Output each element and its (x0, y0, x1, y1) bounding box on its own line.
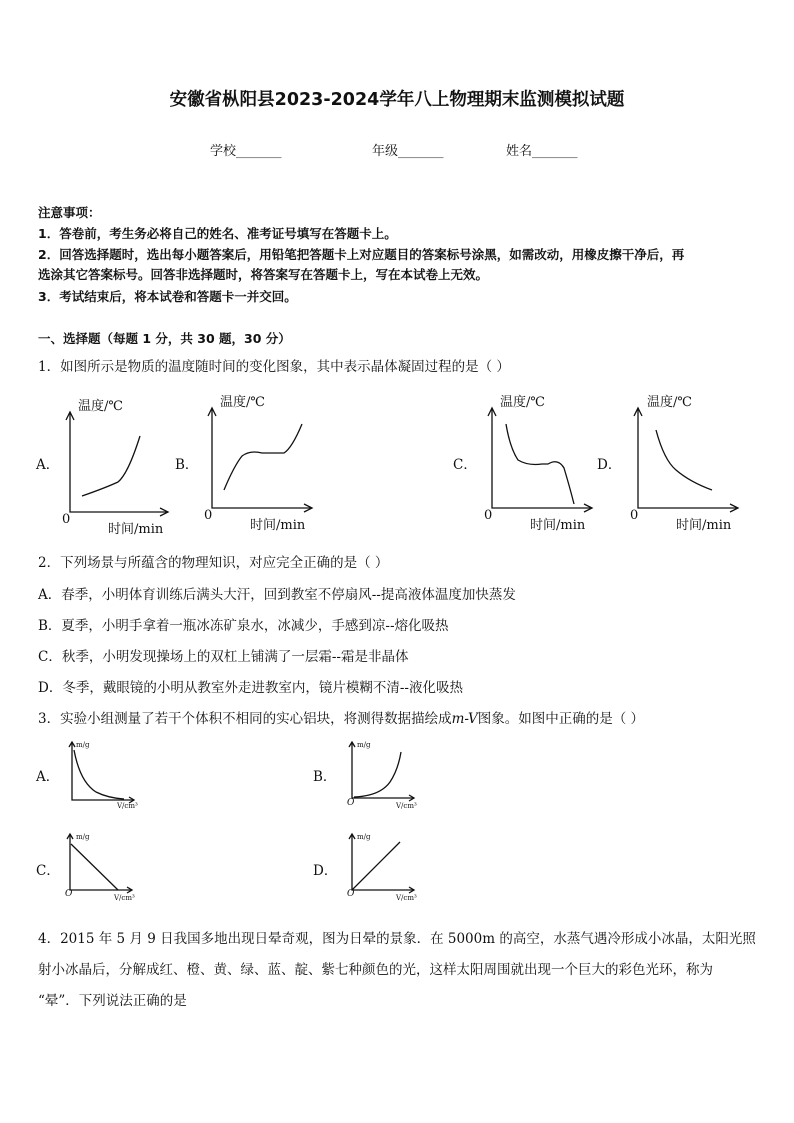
question-2-option-a: A．春季，小明体育训练后满头大汗，回到教室不停扇风--提高液体温度加快蒸发 (38, 587, 516, 603)
q3-option-a-label: A． (36, 769, 60, 785)
q1-c-curve (506, 424, 574, 504)
q1-b-origin: 0 (204, 508, 213, 523)
q1-d-origin: 0 (630, 508, 639, 523)
question-4-line-1: 4．2015 年 5 月 9 日我国多地出现日晕奇观，图为日晕的景象．在 5000m 的高空，水蒸气遇冷形成小冰晶，太阳光照 (38, 931, 756, 947)
question-4-line-3: “晕”．下列说法正确的是 (38, 993, 187, 1009)
q1-d-x-label: 时间/min (676, 518, 732, 533)
q1-a-x-label: 时间/min (108, 522, 164, 537)
q1-a-origin: 0 (62, 512, 71, 527)
q3-option-c-label: C． (36, 863, 60, 879)
q3-b-curve (354, 752, 401, 797)
question-4-line-2: 射小冰晶后，分解成红、橙、黄、绿、蓝、靛、紫七种颜色的光，这样太阳周围就出现一个巨大的彩色光环，称为 (38, 962, 713, 978)
q1-option-d-label: D． (597, 457, 622, 473)
q1-option-b-label: B． (175, 457, 199, 473)
q1-a-axes (70, 412, 168, 512)
question-2-option-c: C．秋季，小明发现操场上的双杠上铺满了一层霜--霜是非晶体 (38, 649, 409, 665)
q3-c-x-label: V/cm³ (114, 894, 135, 902)
q3-option-d-label: D． (313, 863, 338, 879)
q1-d-curve (656, 430, 712, 490)
q3-d-line (352, 842, 400, 890)
q3-c-origin: O (65, 889, 73, 899)
note-item-2-line-2: 选涂其它答案标号。回答非选择题时，将答案写在答题卡上，写在本试卷上无效。 (38, 267, 489, 282)
section-heading: 一、选择题（每题 1 分，共 30 题，30 分） (38, 331, 291, 346)
q3-b-graph (346, 742, 416, 802)
question-2-option-d: D．冬季，戴眼镜的小明从教室外走进教室内，镜片模糊不清--液化吸热 (38, 680, 463, 696)
q1-c-origin: 0 (484, 508, 493, 523)
q3-stem-before: 3．实验小组测量了若干个体积不相同的实心铝块，将测得数据描绘成 (38, 711, 452, 727)
q3-a-y-label: m/g (76, 741, 90, 749)
q1-c-axes (492, 408, 592, 508)
q1-d-graph (628, 408, 740, 513)
q3-option-b-label: B． (313, 769, 337, 785)
q1-a-graph (60, 412, 170, 517)
note-item-1: 1．答卷前，考生务必将自己的姓名、准考证号填写在答题卡上。 (38, 226, 397, 241)
q3-a-curve (74, 750, 124, 799)
q1-b-y-label: 温度/℃ (220, 395, 265, 410)
q1-c-x-label: 时间/min (530, 518, 586, 533)
question-1-stem: 1．如图所示是物质的温度随时间的变化图象，其中表示晶体凝固过程的是（ ） (38, 359, 510, 375)
q1-b-graph (202, 408, 314, 513)
q3-a-graph (66, 742, 136, 802)
q1-c-y-label: 温度/℃ (500, 395, 545, 410)
q3-a-axes (72, 742, 134, 800)
notes-heading: 注意事项： (38, 205, 101, 220)
question-3-stem (38, 707, 644, 727)
q1-d-axes (638, 408, 738, 508)
page-title: 安徽省枞阳县2023-2024学年八上物理期末监测模拟试题 (169, 90, 625, 110)
q1-d-y-label: 温度/℃ (647, 395, 692, 410)
q3-d-y-label: m/g (357, 833, 371, 841)
q3-stem-mv: m-V (451, 711, 478, 727)
q3-d-x-label: V/cm³ (396, 894, 417, 902)
q1-b-x-label: 时间/min (250, 518, 306, 533)
q1-b-axes (212, 408, 312, 508)
q3-c-axes (70, 834, 132, 890)
q3-c-graph (64, 834, 134, 894)
q1-a-y-label: 温度/℃ (78, 399, 123, 414)
question-2-option-b: B．夏季，小明手拿着一瓶冰冻矿泉水，冰减少，手感到凉--熔化吸热 (38, 618, 449, 634)
q3-b-y-label: m/g (357, 741, 371, 749)
note-item-3: 3．考试结束后，将本试卷和答题卡一并交回。 (38, 289, 297, 304)
q3-c-y-label: m/g (76, 833, 90, 841)
note-item-2-line-1: 2．回答选择题时，选出每小题答案后，用铅笔把答题卡上对应题目的答案标号涂黑，如需改动，用橡皮擦干净后，再 (38, 247, 685, 262)
q3-b-x-label: V/cm³ (396, 802, 417, 810)
q3-b-origin: O (347, 798, 355, 808)
q1-option-c-label: C． (453, 457, 477, 473)
q3-stem-after: 图象。如图中正确的是（ ） (477, 711, 645, 727)
grade-field: 年级_______ (372, 144, 444, 159)
q3-c-line (71, 844, 118, 890)
q1-c-graph (482, 408, 594, 513)
q1-option-a-label: A． (36, 457, 60, 473)
q1-b-curve (224, 424, 302, 490)
q3-d-graph (346, 834, 416, 894)
q3-a-x-label: V/cm³ (117, 802, 138, 810)
question-2-stem: 2．下列场景与所蕴含的物理知识，对应完全正确的是（ ） (38, 555, 389, 571)
school-field: 学校_______ (210, 144, 282, 159)
q3-d-origin: O (347, 889, 355, 899)
name-field: 姓名_______ (506, 144, 578, 159)
q1-a-curve (82, 436, 140, 496)
